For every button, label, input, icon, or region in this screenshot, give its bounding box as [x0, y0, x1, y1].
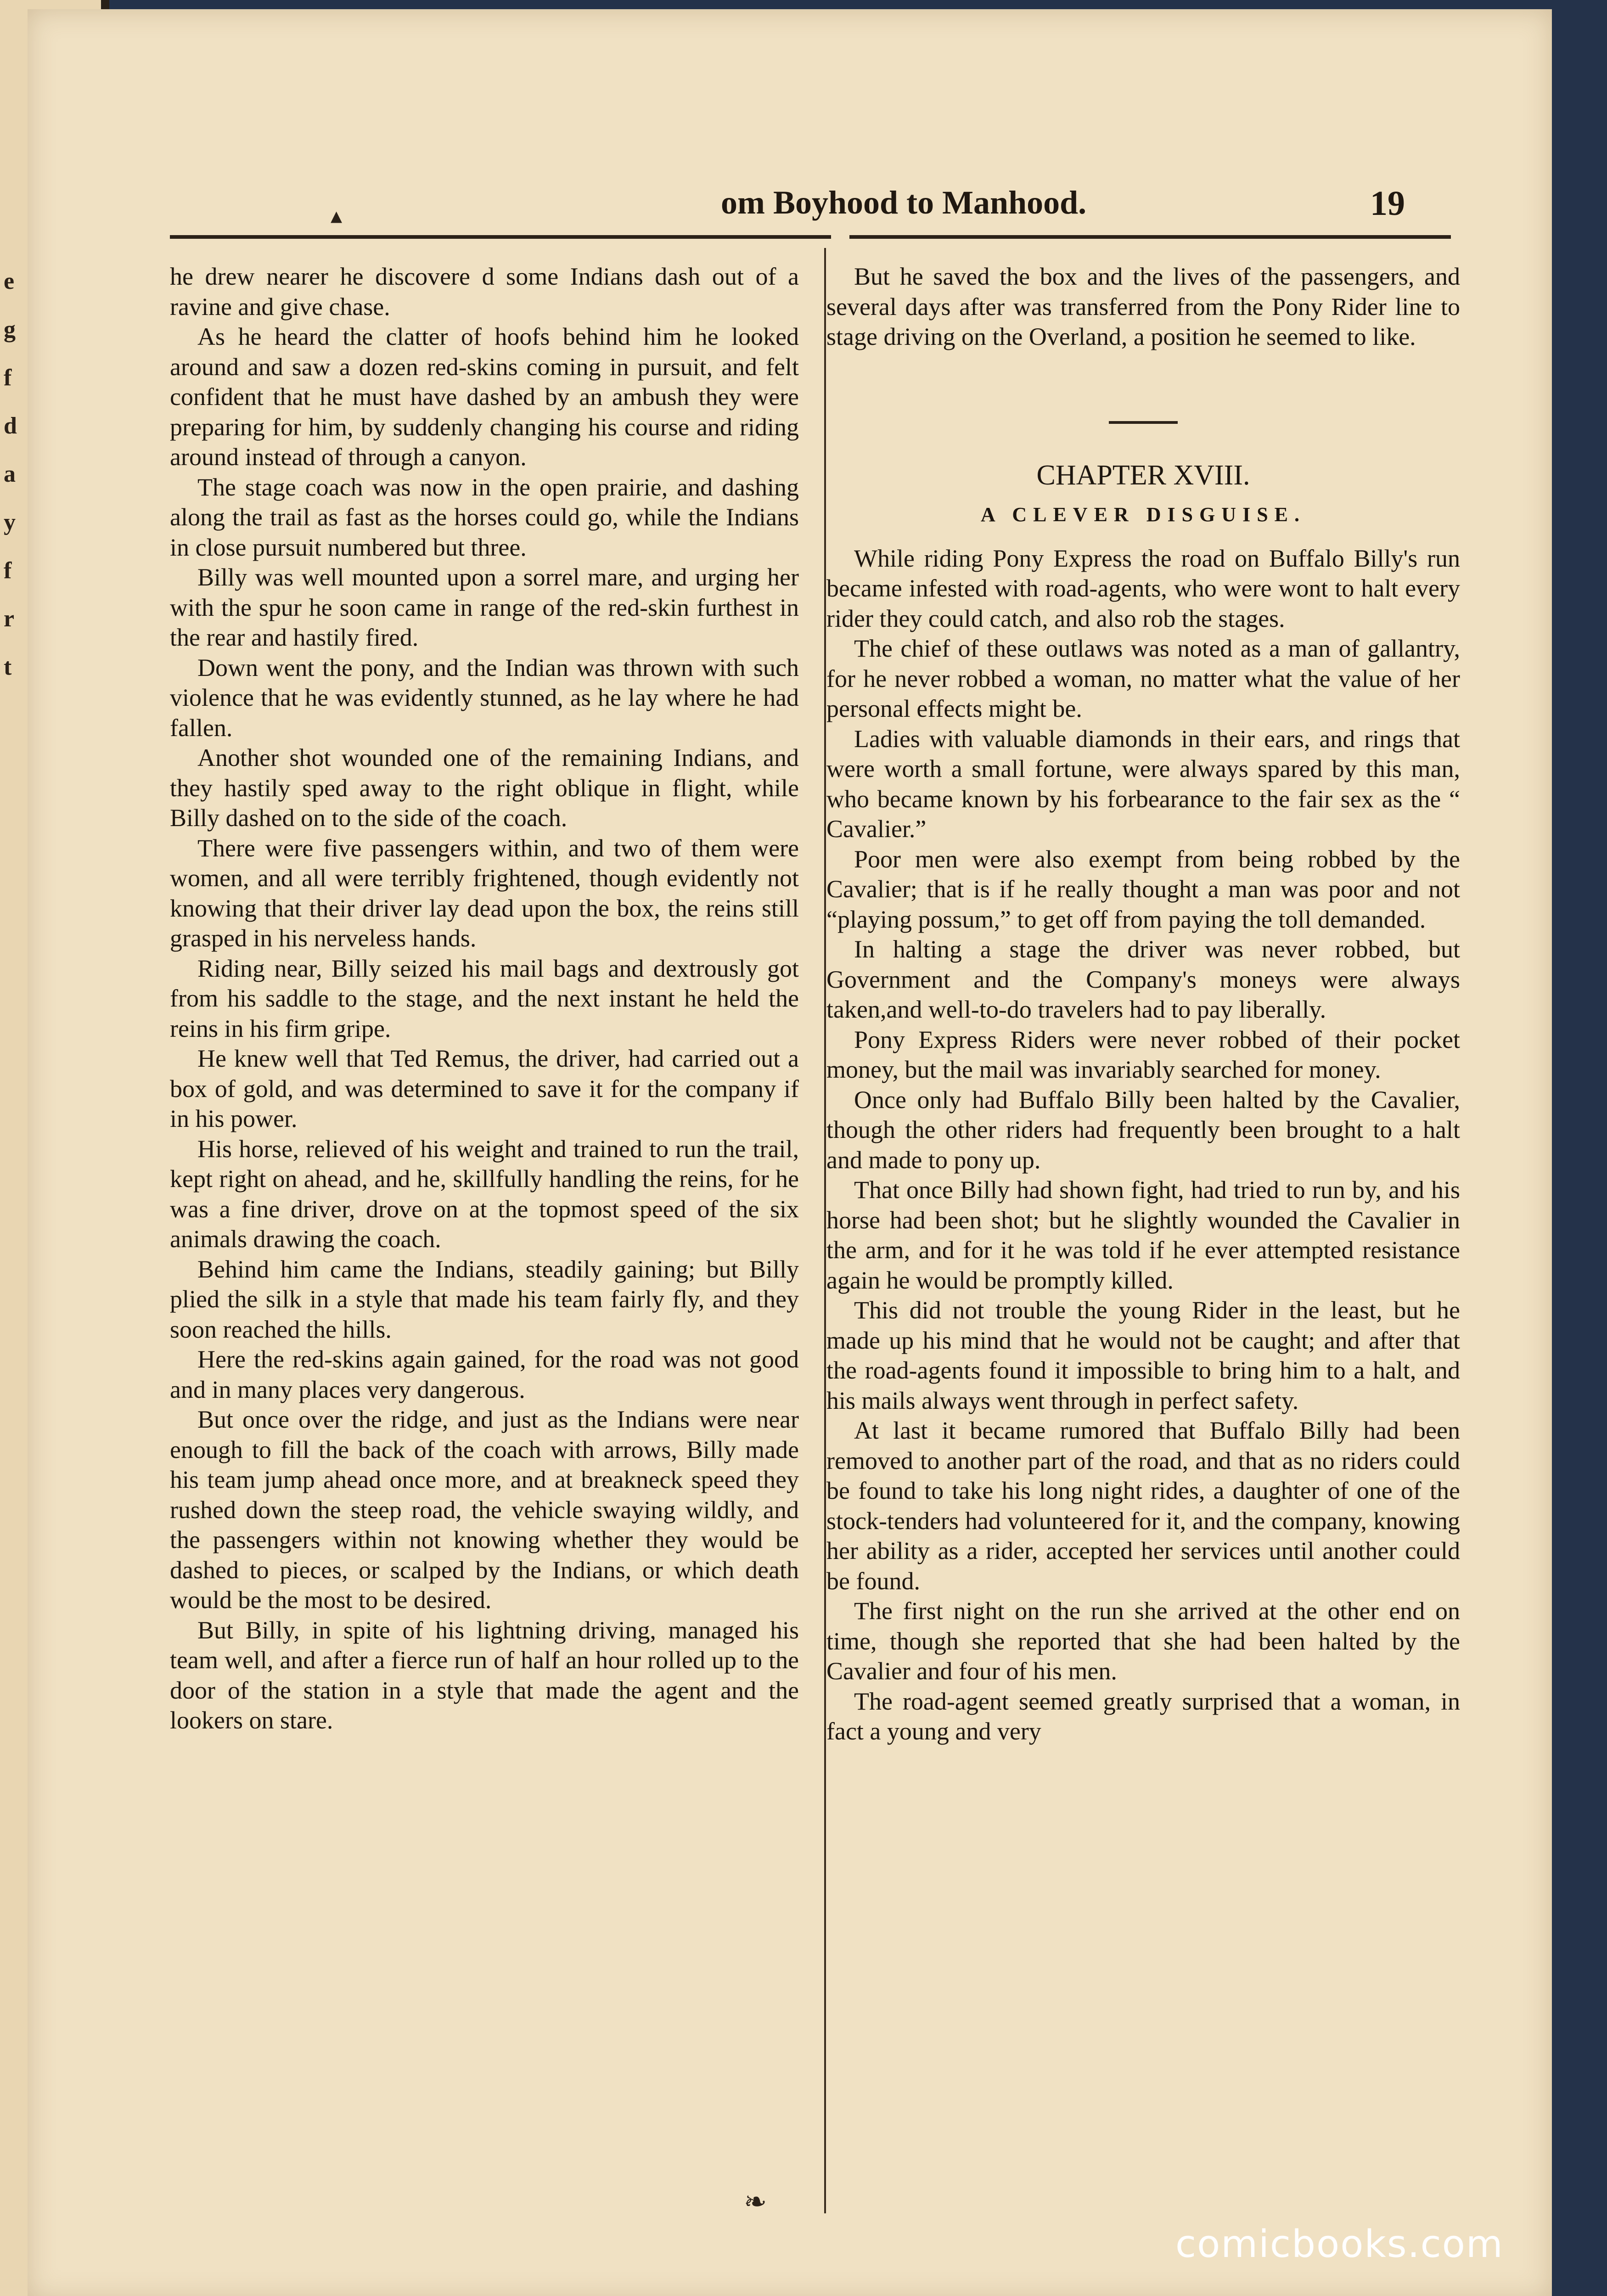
page-number: 19	[1370, 184, 1405, 223]
paragraph: Once only had Buffalo Billy been halted by the Cavalier, though the other riders had frequently been brought to a halt and made to pony up.	[826, 1086, 1460, 1174]
previous-page-letters	[4, 257, 17, 691]
column-divider	[824, 248, 826, 2213]
paragraph: Down went the pony, and the Indian was thrown with such violence that he was evidently stunned, as he lay where he had fallen.	[170, 653, 799, 742]
paragraph: Another shot wounded one of the remaining Indians, and they hastily sped away to the right oblique in flight, while Billy dashed on to the side of the coach.	[170, 744, 799, 832]
paragraph: he drew nearer he discovere d some Indians dash out of a ravine and give chase.	[170, 263, 799, 321]
right-column	[826, 262, 1460, 1747]
paragraph: But Billy, in spite of his lightning driving, managed his team well, and after a fierce run of half an hour rolled up to the door of the station in a style that made the agent and the lookers on stare.	[170, 1616, 799, 1734]
prev-letter: a	[4, 461, 16, 487]
paragraph: Here the red-skins again gained, for the road was not good and in many places very dangerous.	[170, 1345, 799, 1403]
paragraph: Behind him came the Indians, steadily gaining; but Billy plied the silk in a style that made his team fairly fly, and they soon reached the hills.	[170, 1255, 799, 1343]
prev-letter: f	[4, 557, 12, 584]
watermark: comicbooks.com	[1175, 2223, 1504, 2266]
paragraph: He knew well that Ted Remus, the driver, had carried out a box of gold, and was determined to save it for the company if in his power.	[170, 1045, 799, 1132]
running-header	[174, 184, 1442, 234]
paragraph: But once over the ridge, and just as the Indians were near enough to fill the back of the coach with arrows, Billy made his team jump ahead once more, and at breakneck speed they rushed down the steep road, the vehicle swaying wildly, and the passengers within not knowing whether they would be dashed to pieces, or scalped by the Indians, or which death would be the most to be desired.	[170, 1406, 799, 1614]
section-rule	[1109, 421, 1178, 424]
prev-letter: r	[4, 606, 15, 632]
paragraph: This did not trouble the young Rider in the least, but he made up his mind that he would not be caught; and after that the road-agents found it impossible to bring him to a halt, and his mails always went through in perfect safety.	[826, 1296, 1460, 1414]
prev-letter: d	[4, 413, 17, 439]
paragraph: The stage coach was now in the open prairie, and dashing along the trail as fast as the horses could go, while the Indians in close pursuit numbered but three.	[170, 473, 799, 561]
paragraph: There were five passengers within, and two of them were women, and all were terribly frightened, though evidently not knowing that their driver lay dead upon the box, the reins still grasped in his nerveless hands.	[170, 834, 799, 952]
prev-letter: t	[4, 654, 12, 680]
paragraph: At last it became rumored that Buffalo Billy had been removed to another part of the road, and that as no riders could be found to take his long night rides, a daughter of one of the stock-tenders had volunteered for it, and the company, knowing her ability as a rider, accepted her services until another could be found.	[826, 1417, 1460, 1595]
running-title: om Boyhood to Manhood.	[721, 184, 1087, 221]
chapter-subtitle: A CLEVER DISGUISE.	[980, 503, 1306, 526]
paragraph: The road-agent seemed greatly surprised that a woman, in fact a young and very	[826, 1687, 1460, 1745]
header-rule-right	[849, 235, 1451, 239]
paragraph: Ladies with valuable diamonds in their ears, and rings that were worth a small fortune, were always spared by this man, who became known by his forbearance to the fair sex as the “ Cavalier.”	[826, 725, 1460, 843]
prev-letter: e	[4, 268, 15, 294]
paragraph: Billy was well mounted upon a sorrel mare, and urging her with the spur he soon came in range of the red-skin furthest in the rear and hastily fired.	[170, 563, 799, 651]
chapter-title: CHAPTER XVIII.	[1036, 459, 1250, 491]
header-ornament: ▴	[331, 203, 343, 228]
footer-ornament: ❧	[744, 2187, 767, 2217]
paragraph: Poor men were also exempt from being robbed by the Cavalier; that is if he really thought a man was poor and not “playing possum,” to get off from paying the toll demanded.	[826, 845, 1460, 933]
paragraph: The chief of these outlaws was noted as a man of gallantry, for he never robbed a woman, no matter what the value of her personal effects might be.	[826, 635, 1460, 722]
header-rule-left	[170, 235, 831, 239]
left-column	[170, 262, 799, 1736]
paragraph: That once Billy had shown fight, had tried to run by, and his horse had been shot; but he slightly wounded the Cavalier in the arm, and for it he was told if he ever attempted resistance again he would be promptly killed.	[826, 1176, 1460, 1294]
paragraph: His horse, relieved of his weight and trained to run the trail, kept right on ahead, and he, skillfully handling the reins, for he was a fine driver, drove on at the topmost speed of the six animals drawing the coach.	[170, 1135, 799, 1253]
paragraph: In halting a stage the driver was never robbed, but Government and the Company's moneys were always taken,and well-to-do travelers had to pay liberally.	[826, 935, 1460, 1023]
paragraph: The first night on the run she arrived at the other end on time, though she reported that she had been halted by the Cavalier and four of his men.	[826, 1597, 1460, 1685]
prev-letter: y	[4, 509, 16, 535]
prev-letter: f	[4, 365, 12, 391]
paragraph: Pony Express Riders were never robbed of their pocket money, but the mail was invariably searched for money.	[826, 1025, 1460, 1083]
paragraph: While riding Pony Express the road on Buffalo Billy's run became infested with road-agents, who were wont to halt every rider they could catch, and also rob the stages.	[826, 544, 1460, 632]
prev-letter: g	[4, 316, 16, 343]
paragraph: Riding near, Billy seized his mail bags and dextrously got from his saddle to the stage, and the next instant he held the reins in his firm gripe.	[170, 954, 799, 1042]
paragraph: But he saved the box and the lives of the passengers, and several days after was transferred from the Pony Rider line to stage driving on the Overland, a position he seemed to like.	[826, 263, 1460, 350]
paragraph: As he heard the clatter of hoofs behind him he looked around and saw a dozen red-skins coming in pursuit, and felt confident that he must have dashed by an ambush they were preparing for him, by suddenly changing his course and riding around instead of through a canyon.	[170, 323, 799, 471]
